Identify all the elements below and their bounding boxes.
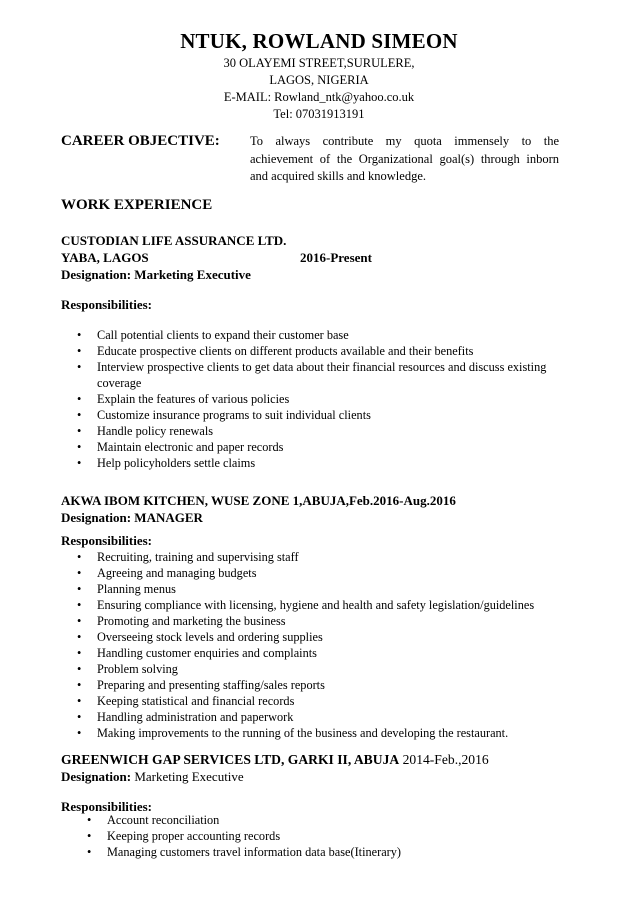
list-item: • Maintain electronic and paper records	[77, 440, 284, 454]
job3-period: 2014-Feb.,2016	[402, 752, 489, 767]
bullet-icon: •	[77, 726, 82, 740]
list-item: • Ensuring compliance with licensing, hygiene and health and safety legislation/guidelines	[77, 598, 535, 612]
job2-designation: Designation: MANAGER	[61, 510, 203, 525]
bullet-icon: •	[77, 440, 82, 454]
job3-heading	[61, 752, 489, 768]
bullet-icon: •	[87, 813, 92, 827]
list-item: • Handle policy renewals	[77, 424, 214, 438]
candidate-name: NTUK, ROWLAND SIMEON	[180, 29, 458, 53]
bullet-icon: •	[77, 582, 82, 596]
list-item: • Recruiting, training and supervising staff	[77, 550, 299, 564]
list-item: • Help policyholders settle claims	[77, 456, 256, 470]
job1-designation: Designation: Marketing Executive	[61, 267, 251, 282]
list-item: • Promoting and marketing the business	[77, 614, 286, 628]
email-line: E-MAIL: Rowland_ntk@yahoo.co.uk	[223, 90, 415, 104]
career-objective-heading: CAREER OBJECTIVE:	[61, 133, 220, 149]
work-experience-heading: WORK EXPERIENCE	[61, 197, 213, 213]
list-item: • Interview prospective clients to get data about their financial resources and discuss existing coverage	[77, 360, 547, 390]
job3-responsibilities-label: Responsibilities:	[61, 799, 153, 814]
list-item: • Explain the features of various policies	[77, 392, 290, 406]
bullet-icon: •	[77, 678, 82, 692]
job1-period: 2016-Present	[300, 250, 372, 265]
job3-company: GREENWICH GAP SERVICES LTD, GARKI II, ABUJA	[61, 752, 400, 767]
address-line-1: 30 OLAYEMI STREET,SURULERE,	[223, 56, 415, 70]
list-item: • Problem solving	[77, 662, 178, 676]
phone-line: Tel: 07031913191	[273, 107, 365, 121]
list-item: • Call potential clients to expand their customer base	[77, 328, 349, 342]
bullet-icon: •	[77, 424, 82, 438]
list-item: • Handling administration and paperwork	[77, 710, 294, 724]
list-item: • Keeping proper accounting records	[87, 829, 281, 843]
bullet-icon: •	[87, 829, 92, 843]
list-item: • Keeping statistical and financial records	[77, 694, 295, 708]
bullet-icon: •	[77, 550, 82, 564]
list-item: • Overseeing stock levels and ordering supplies	[77, 630, 323, 644]
list-item: • Planning menus	[77, 582, 176, 596]
bullet-icon: •	[87, 845, 92, 859]
job2-responsibilities-label: Responsibilities:	[61, 533, 153, 548]
bullet-icon: •	[77, 630, 82, 644]
bullet-icon: •	[77, 694, 82, 708]
job1-responsibility-list	[77, 327, 567, 471]
list-item: • Educate prospective clients on different products available and their benefits	[77, 344, 474, 358]
job1-responsibilities-label: Responsibilities:	[61, 297, 153, 312]
list-item: • Agreeing and managing budgets	[77, 566, 257, 580]
list-item: • Handling customer enquiries and complaints	[77, 646, 317, 660]
job3-responsibility-list	[87, 812, 527, 860]
bullet-icon: •	[77, 392, 82, 406]
bullet-icon: •	[77, 646, 82, 660]
list-item: • Managing customers travel information data base(Itinerary)	[87, 845, 401, 859]
bullet-icon: •	[77, 662, 82, 676]
list-item: • Account reconciliation	[87, 813, 220, 827]
career-objective-text: To always contribute my quota immensely to the achievement of the Organizational goal(s) through inborn and acquired skills and knowledge.	[250, 134, 559, 183]
job1-company: CUSTODIAN LIFE ASSURANCE LTD.	[61, 233, 287, 248]
bullet-icon: •	[77, 344, 82, 358]
job2-responsibility-list	[77, 549, 577, 741]
bullet-icon: •	[77, 598, 82, 612]
job2-company: AKWA IBOM KITCHEN, WUSE ZONE 1,ABUJA,Feb.2016-Aug.2016	[61, 493, 456, 508]
job3-designation: Designation: Marketing Executive	[61, 769, 244, 784]
bullet-icon: •	[77, 456, 82, 470]
bullet-icon: •	[77, 360, 82, 374]
list-item: • Making improvements to the running of the business and developing the restaurant.	[77, 726, 509, 740]
bullet-icon: •	[77, 566, 82, 580]
list-item: • Preparing and presenting staffing/sales reports	[77, 678, 325, 692]
bullet-icon: •	[77, 710, 82, 724]
list-item: • Customize insurance programs to suit individual clients	[77, 408, 371, 422]
bullet-icon: •	[77, 408, 82, 422]
bullet-icon: •	[77, 328, 82, 342]
address-line-2: LAGOS, NIGERIA	[269, 73, 369, 87]
bullet-icon: •	[77, 614, 82, 628]
job1-location: YABA, LAGOS	[61, 250, 149, 265]
